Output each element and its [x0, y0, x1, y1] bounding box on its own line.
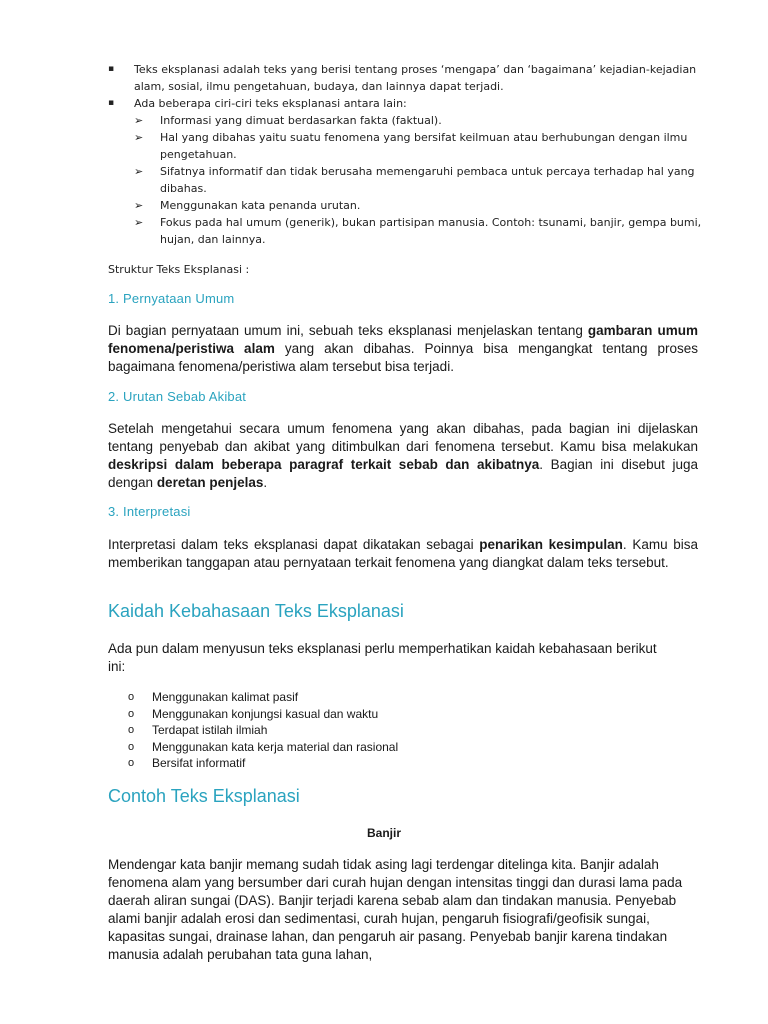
- list-item: [108, 214, 708, 248]
- section-paragraph-pernyataan-umum: [108, 322, 698, 376]
- section-paragraph-urutan-sebab-akibat: [108, 420, 698, 492]
- list-item: [108, 112, 708, 129]
- paragraph-text: Di bagian pernyataan umum ini, sebuah teks eksplanasi menjelaskan tentang: [108, 323, 588, 338]
- list-item: [108, 755, 398, 772]
- kaidah-item-text: Bersifat informatif: [152, 756, 246, 770]
- arrow-bullet-icon: ➢: [134, 199, 144, 212]
- kaidah-item-text: Menggunakan kata kerja material dan rasional: [152, 739, 399, 754]
- paragraph-text: .: [263, 475, 268, 490]
- features-list: [108, 112, 708, 248]
- list-item: [108, 689, 398, 706]
- bold-phrase: gambaran umum fenomena/peristiwa alam: [108, 323, 698, 356]
- bullet-text: Ada beberapa ciri-ciri teks eksplanasi antara lain:: [134, 97, 407, 110]
- list-item: [108, 739, 398, 756]
- kaidah-list: [108, 689, 398, 772]
- bold-phrase: deretan penjelas: [156, 475, 264, 490]
- section-paragraph-interpretasi: [108, 536, 698, 572]
- example-body: Mendengar kata banjir memang sudah tidak asing lagi terdengar ditelinga kita. Banjir adalah fenomena alam yang bersumber dari curah hujan dengan intensitas tinggi dan durasi lama pada daerah aliran sungai (DAS). Banjir terjadi karena sebab alam dan tindakan manusia. Penyebab alami banjir adalah erosi dan sedimentasi, curah hujan, pengaruh fisiografi/geofisik sungai, kapasitas sungai, drainase lahan, dan pengaruh air pasang. Penyebab banjir karena tindakan manusia adalah perubahan tata guna lahan,: [108, 857, 683, 962]
- list-item: [108, 197, 708, 214]
- circle-bullet-icon: o: [128, 740, 135, 753]
- arrow-bullet-icon: ➢: [134, 131, 144, 144]
- kaidah-heading: Kaidah Kebahasaan Teks Eksplanasi: [108, 601, 404, 621]
- feature-text: Informasi yang dimuat berdasarkan fakta (faktual).: [160, 114, 442, 127]
- paragraph-text: Setelah mengetahui secara umum fenomena yang akan dibahas, pada bagian ini dijelaskan tentang penyebab dan akibat yang ditimbulkan dari fenomena tersebut. Kamu bisa melakukan: [108, 421, 698, 454]
- section-heading-urutan-sebab-akibat: 2. Urutan Sebab Akibat: [108, 389, 247, 404]
- features-container: [108, 112, 708, 248]
- list-item: [108, 95, 708, 112]
- bold-phrase: deskripsi dalam beberapa paragraf terkait sebab dan akibatnya: [108, 457, 540, 472]
- feature-text: Fokus pada hal umum (generik), bukan partisipan manusia. Contoh: tsunami, banjir, gempa bumi, hujan, dan lainnya.: [160, 216, 702, 246]
- list-item: [108, 61, 708, 95]
- square-bullet-icon: ▪: [108, 64, 115, 74]
- contoh-heading: Contoh Teks Eksplanasi: [108, 786, 300, 806]
- section-heading-interpretasi: 3. Interpretasi: [108, 504, 191, 519]
- list-item: [108, 706, 398, 723]
- arrow-bullet-icon: ➢: [134, 165, 144, 178]
- arrow-bullet-icon: ➢: [134, 216, 144, 229]
- kaidah-item-text: Terdapat istilah ilmiah: [152, 723, 268, 737]
- circle-bullet-icon: o: [128, 691, 135, 703]
- structure-title: Struktur Teks Eksplanasi :: [108, 263, 250, 276]
- paragraph-text: Interpretasi dalam teks eksplanasi dapat dikatakan sebagai: [108, 537, 480, 552]
- circle-bullet-icon: o: [128, 707, 135, 720]
- kaidah-intro: Ada pun dalam menyusun teks eksplanasi perlu memperhatikan kaidah kebahasaan berikut ini:: [108, 641, 657, 674]
- example-title: Banjir: [366, 826, 401, 840]
- section-heading-pernyataan-umum: 1. Pernyataan Umum: [108, 291, 235, 306]
- paragraph-text: . Kamu bisa memberikan tanggapan atau pernyataan terkait fenomena yang diangkat dalam teks tersebut.: [108, 537, 698, 570]
- square-bullet-icon: ▪: [108, 98, 115, 108]
- arrow-bullet-icon: ➢: [134, 114, 144, 127]
- paragraph-text: yang akan dibahas. Poinnya bisa mengangkat tentang proses bagaimana fenomena/peristiwa alam tersebut bisa terjadi.: [108, 341, 698, 374]
- feature-text: Hal yang dibahas yaitu suatu fenomena yang bersifat keilmuan atau berhubungan dengan ilmu pengetahuan.: [160, 131, 688, 161]
- list-item: [108, 722, 398, 739]
- feature-text: Menggunakan kata penanda urutan.: [160, 199, 361, 212]
- feature-text: Sifatnya informatif dan tidak berusaha memengaruhi pembaca untuk percaya terhadap hal yang dibahas.: [160, 165, 695, 195]
- bullet-text: Teks eksplanasi adalah teks yang berisi tentang proses ‘mengapa’ dan ‘bagaimana’ kejadian-kejadian alam, sosial, ilmu pengetahuan, budaya, dan lainnya dapat terjadi.: [134, 63, 697, 93]
- kaidah-item-text: Menggunakan kalimat pasif: [152, 690, 299, 704]
- list-item: [108, 129, 708, 163]
- kaidah-item-text: Menggunakan konjungsi kasual dan waktu: [152, 706, 379, 721]
- circle-bullet-icon: o: [128, 724, 135, 736]
- paragraph-text: . Bagian ini disebut juga dengan: [108, 457, 698, 490]
- circle-bullet-icon: o: [128, 757, 135, 769]
- list-item: [108, 163, 708, 197]
- bold-phrase: penarikan kesimpulan: [479, 537, 623, 552]
- intro-bullet-list: [108, 61, 708, 248]
